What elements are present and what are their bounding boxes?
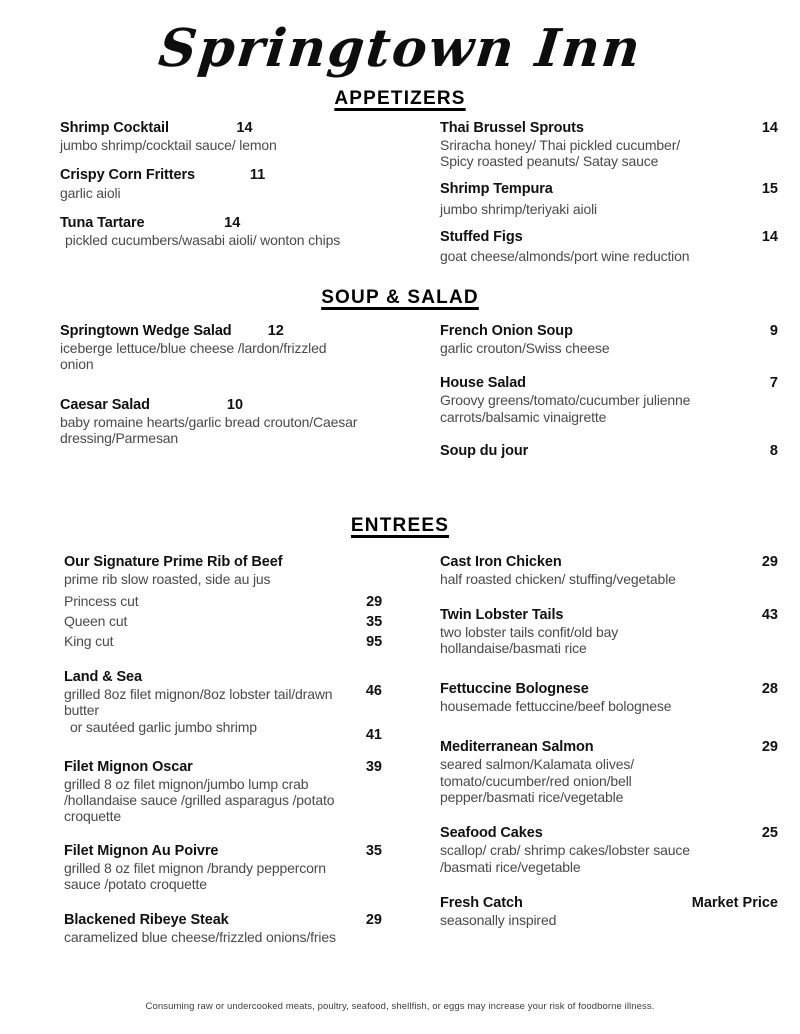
menu-item: [440, 375, 778, 425]
item-name: Mediterranean Salmon: [440, 739, 594, 756]
menu-item: [440, 825, 778, 875]
prime-rib-cut-options: [64, 592, 382, 653]
menu-item: [440, 607, 778, 657]
section-heading-appetizers: APPETIZERS: [334, 88, 466, 109]
cut-option-label: King cut: [64, 633, 114, 650]
section-heading-entrees: ENTREES: [350, 515, 450, 537]
foodborne-illness-disclaimer: Consuming raw or undercooked meats, poultry, seafood, shellfish, or eggs may increase your risk of foodborne illness.: [145, 1001, 655, 1012]
entrees-columns: [0, 554, 800, 955]
menu-item: [64, 554, 382, 652]
menu-item: [440, 895, 778, 928]
item-description: prime rib slow roasted, side au jus: [64, 571, 271, 588]
item-alt-description: or sautéed garlic jumbo shrimp: [70, 719, 257, 736]
menu-item: [440, 443, 778, 460]
menu-item: [440, 681, 778, 714]
item-description: iceberge lettuce/blue cheese /lardon/frizzled onion: [60, 339, 327, 373]
menu-item: [440, 739, 778, 805]
cut-option-label: Princess cut: [64, 592, 139, 609]
item-description: goat cheese/almonds/port wine reduction: [440, 248, 690, 265]
item-price: 14: [761, 229, 778, 246]
menu-item: [440, 229, 778, 264]
cut-option-price: 95: [366, 634, 382, 651]
menu-item: [64, 759, 382, 825]
item-name: Fettuccine Bolognese: [440, 680, 589, 697]
entrees-right-column: [400, 554, 800, 955]
item-description: Sriracha honey/ Thai pickled cucumber/ Spicy roasted peanuts/ Satay sauce: [440, 137, 680, 170]
item-description: half roasted chicken/ stuffing/vegetable: [440, 571, 676, 588]
restaurant-name: Springtown Inn: [155, 18, 645, 79]
item-name: Filet Mignon Oscar: [64, 758, 193, 775]
cut-option-price: 29: [366, 593, 382, 610]
item-description: grilled 8oz filet mignon/8oz lobster tail/drawn butter: [64, 685, 333, 719]
soup-salad-right-column: [400, 323, 800, 470]
item-price: 14: [761, 120, 778, 136]
item-price: 10: [226, 396, 244, 413]
menu-item: [440, 120, 778, 170]
item-price: 43: [761, 606, 778, 623]
item-price: 7: [769, 375, 778, 392]
cut-option-row: [64, 612, 382, 632]
item-name: Caesar Salad: [60, 396, 150, 413]
item-description: jumbo shrimp/cocktail sauce/ lemon: [60, 137, 277, 154]
item-name: Filet Mignon Au Poivre: [64, 842, 219, 859]
item-price: 14: [224, 214, 241, 231]
item-description: garlic crouton/Swiss cheese: [440, 339, 610, 356]
cut-option-price: 35: [366, 614, 382, 631]
item-name: Thai Brussel Sprouts: [440, 120, 584, 136]
entrees-left-column: [0, 554, 400, 955]
item-name: Blackened Ribeye Steak: [64, 911, 229, 928]
item-description: seasonally inspired: [440, 912, 557, 929]
item-price: 46: [365, 682, 382, 699]
item-name: Tuna Tartare: [60, 214, 145, 231]
item-description: scallop/ crab/ shrimp cakes/lobster sauce /basmati rice/vegetable: [440, 842, 690, 875]
item-price: 29: [365, 911, 382, 928]
item-name: House Salad: [440, 375, 526, 392]
menu-item: [60, 120, 382, 153]
menu-item: [60, 167, 382, 200]
item-name: French Onion Soup: [440, 322, 573, 339]
soup-salad-left-column: [0, 323, 400, 470]
appetizers-right-column: [400, 120, 800, 275]
menu-item: [60, 323, 382, 373]
item-price: 35: [365, 842, 382, 859]
cut-option-label: Queen cut: [64, 613, 128, 630]
item-price: 9: [769, 322, 778, 339]
item-price: 28: [761, 680, 778, 697]
item-description: grilled 8 oz filet mignon /brandy peppercorn sauce /potato croquette: [64, 859, 326, 893]
item-description: housemade fettuccine/beef bolognese: [440, 697, 672, 714]
item-description: seared salmon/Kalamata olives/ tomato/cucumber/red onion/bell pepper/basmati rice/vegetable: [440, 756, 634, 805]
menu-item: [440, 554, 778, 587]
appetizers-columns: [0, 120, 800, 275]
item-description: garlic aioli: [60, 184, 121, 201]
section-heading-soup-salad: SOUP & SALAD: [321, 286, 479, 308]
item-description: baby romaine hearts/garlic bread crouton/Caesar dressing/Parmesan: [60, 413, 358, 447]
item-name: Our Signature Prime Rib of Beef: [64, 554, 283, 571]
item-description: grilled 8 oz filet mignon/jumbo lump crab /hollandaise sauce /grilled asparagus /potato croquette: [64, 775, 335, 825]
item-price: 39: [365, 758, 382, 775]
menu-item: [60, 397, 382, 447]
item-price: 29: [761, 554, 778, 571]
item-description: Groovy greens/tomato/cucumber julienne carrots/balsamic vinaigrette: [440, 392, 691, 425]
cut-option-row: [64, 632, 382, 652]
item-price: Market Price: [691, 895, 778, 912]
menu-item: [64, 843, 382, 893]
item-description: jumbo shrimp/teriyaki aioli: [440, 200, 598, 217]
item-name: Fresh Catch: [440, 895, 523, 912]
menu-item: [60, 215, 382, 248]
item-price: 15: [761, 180, 778, 197]
item-description: pickled cucumbers/wasabi aioli/ wonton chips: [65, 232, 341, 249]
item-name: Shrimp Tempura: [440, 180, 553, 197]
item-description: two lobster tails confit/old bay hollandaise/basmati rice: [440, 623, 619, 657]
item-name: Springtown Wedge Salad: [60, 322, 232, 339]
item-price: 14: [236, 120, 253, 136]
item-name: Stuffed Figs: [440, 229, 523, 246]
item-price: 29: [761, 739, 778, 756]
item-description: caramelized blue cheese/frizzled onions/fries: [64, 928, 336, 945]
menu-item: [64, 669, 382, 745]
item-name: Shrimp Cocktail: [60, 120, 169, 136]
item-name: Crispy Corn Fritters: [60, 167, 195, 184]
item-price: 25: [761, 825, 778, 842]
appetizers-left-column: [0, 120, 400, 275]
item-price: 8: [769, 443, 778, 460]
menu-item: [440, 323, 778, 356]
soup-salad-columns: [0, 323, 800, 470]
menu-item: [64, 912, 382, 945]
item-name: Seafood Cakes: [440, 825, 543, 842]
item-name: Twin Lobster Tails: [440, 606, 564, 623]
item-price: 11: [249, 167, 266, 184]
menu-item: [440, 181, 778, 217]
restaurant-title-area: [0, 0, 800, 88]
item-name: Land & Sea: [64, 668, 142, 685]
item-name: Soup du jour: [440, 443, 529, 460]
item-price: 12: [267, 322, 284, 339]
cut-option-row: [64, 592, 382, 612]
item-alt-price: 41: [365, 727, 382, 744]
item-name: Cast Iron Chicken: [440, 554, 562, 571]
